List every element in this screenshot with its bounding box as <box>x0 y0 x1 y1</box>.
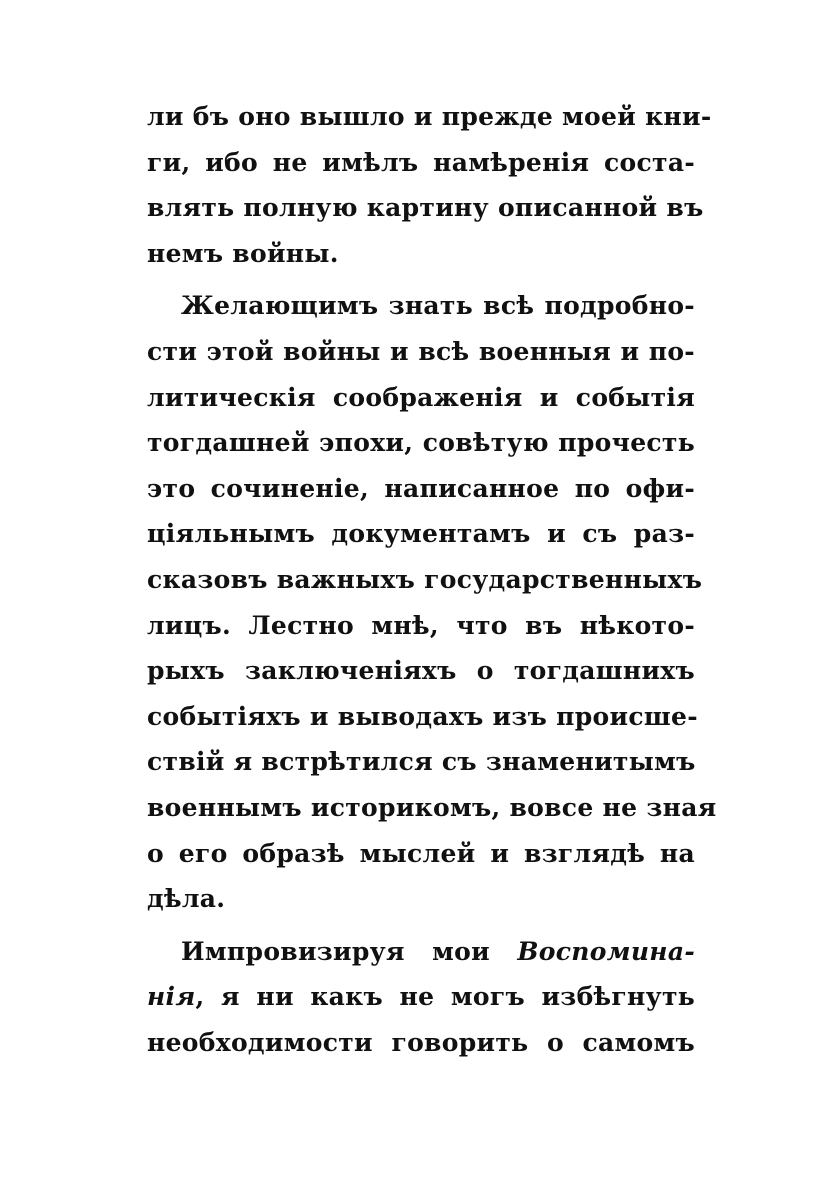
text-line: военнымъ историкомъ, вовсе не зная <box>147 792 717 822</box>
text-line: рыхъ заключеніяхъ о тогдашнихъ <box>147 656 695 686</box>
paragraph-3 <box>147 929 695 1066</box>
text-line: Импровизируя мои Воспомина- <box>181 936 695 966</box>
text-line: необходимости говорить о самомъ <box>147 1027 695 1057</box>
text-line: ціяльнымъ документамъ и съ раз- <box>147 519 695 549</box>
text-line: о его образѣ мыслей и взглядѣ на <box>147 838 695 868</box>
text-line: событіяхъ и выводахъ изъ происше- <box>147 701 698 731</box>
text-line: Желающимъ знать всѣ подробно- <box>181 291 695 321</box>
text-line: лицъ. Лестно мнѣ, что въ нѣкото- <box>147 610 695 640</box>
page-text <box>147 94 717 1065</box>
text-line: немъ войны. <box>147 238 339 268</box>
text-line: сказовъ важныхъ государственныхъ <box>147 564 703 594</box>
text-line: ги, ибо не имѣлъ намѣренія соста- <box>147 147 695 177</box>
text-line: дѣла. <box>147 884 226 914</box>
text-line: ствій я встрѣтился съ знаменитымъ <box>147 747 696 777</box>
text-line: ли бъ оно вышло и прежде моей кни- <box>147 102 712 131</box>
text-line: тогдашней эпохи, совѣтую прочесть <box>147 428 695 458</box>
text-line: это сочиненіе, написанное по офи- <box>147 473 695 503</box>
text-line: влять полную картину описанной въ <box>147 193 704 223</box>
paragraph-1 <box>147 94 712 276</box>
text-line: нія, я ни какъ не могъ избѣгнуть <box>147 982 695 1012</box>
text-line: литическія соображенія и событія <box>147 382 695 412</box>
paragraph-2 <box>147 283 717 921</box>
text-line: сти этой войны и всѣ военныя и по- <box>147 336 695 366</box>
